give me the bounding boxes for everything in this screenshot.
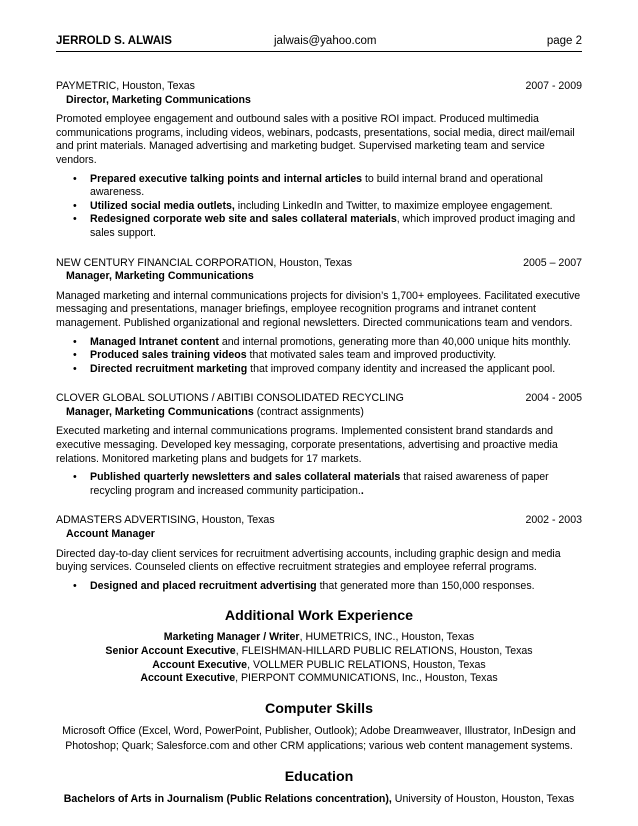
bullet-text: to build internal brand and operational awareness. xyxy=(90,172,543,199)
additional-item xyxy=(56,631,582,645)
job-company: CLOVER GLOBAL SOLUTIONS / ABITIBI CONSOLIDATED RECYCLING xyxy=(56,392,404,405)
additional-role: Account Executive xyxy=(152,658,248,671)
page-header xyxy=(56,35,582,52)
bullet-text: including LinkedIn and Twitter, to maximize employee engagement. xyxy=(234,199,553,212)
job-title-text: Director, Marketing Communications xyxy=(66,93,251,106)
job-heading xyxy=(56,80,582,94)
education-degree: Bachelors of Arts in Journalism (Public Relations concentration), xyxy=(63,792,392,805)
additional-experience-list xyxy=(56,631,582,685)
bullet-icon: • xyxy=(73,362,77,375)
job-bullets xyxy=(56,173,582,241)
section-title-additional: Additional Work Experience xyxy=(224,608,414,625)
bullet-text: and internal promotions, generating more than 40,000 unique hits monthly. xyxy=(218,335,571,348)
job-dates: 2007 - 2009 xyxy=(525,80,582,92)
job-entry xyxy=(56,514,582,593)
job-dates: 2004 - 2005 xyxy=(525,392,582,405)
job-description: Directed day-to-day client services for recruitment advertising accounts, including graphic design and media buying services. Counseled clients on effective recruitment strategies and employee referral programs. xyxy=(56,547,561,574)
bullet-item xyxy=(56,173,582,200)
additional-company: , HUMETRICS, INC., Houston, Texas xyxy=(299,631,475,644)
bullet-icon: • xyxy=(73,172,77,185)
job-heading xyxy=(56,392,582,406)
bullet-item xyxy=(56,213,582,240)
bullet-bold: Published quarterly newsletters and sales collateral materials xyxy=(90,471,401,484)
job-title-text: Manager, Marketing Communications xyxy=(66,405,254,418)
bullet-icon: • xyxy=(73,471,77,484)
section-title-education: Education xyxy=(284,768,354,785)
additional-role: Account Executive xyxy=(140,672,236,685)
bullet-bold: Utilized social media outlets, xyxy=(90,199,235,212)
bullet-bold: Directed recruitment marketing xyxy=(90,362,248,375)
job-bullets xyxy=(56,336,582,377)
additional-company: , PIERPONT COMMUNICATIONS, Inc., Houston, Texas xyxy=(235,672,498,685)
job-company: ADMASTERS ADVERTISING, Houston, Texas xyxy=(56,514,275,527)
job-bullets xyxy=(56,471,582,498)
job-heading xyxy=(56,514,582,528)
additional-item xyxy=(56,659,582,673)
job-title xyxy=(56,94,582,108)
bullet-item xyxy=(56,336,582,350)
job-entry xyxy=(56,392,582,498)
education-school: University of Houston, Houston, Texas xyxy=(391,792,575,805)
additional-company: , VOLLMER PUBLIC RELATIONS, Houston, Texas xyxy=(247,658,486,671)
bullet-bold: Designed and placed recruitment advertising xyxy=(90,579,317,592)
bullet-text: that motivated sales team and improved productivity. xyxy=(246,349,497,362)
skills-text: Microsoft Office (Excel, Word, PowerPoint, Publisher, Outlook); Adobe Dreamweaver, Illustrator, InDesign and Photoshop; Quark; Salesforce.com and other CRM applications; various web content management systems. xyxy=(62,724,576,752)
section-title-skills: Computer Skills xyxy=(264,700,373,717)
job-title xyxy=(56,406,582,420)
bullet-bold: Produced sales training videos xyxy=(90,349,247,362)
job-description: Promoted employee engagement and outbound sales with a positive ROI impact. Produced multimedia communications programs, including videos, webinars, podcasts, presentations, social media, direct mail/email and print materials. Managed advertising and marketing budget. Supervised marketing team and service vendors. xyxy=(56,113,575,166)
bullet-icon: • xyxy=(73,349,77,362)
additional-role: Senior Account Executive xyxy=(105,645,236,657)
bullet-icon: • xyxy=(73,579,77,592)
additional-company: , FLEISHMAN-HILLARD PUBLIC RELATIONS, Houston, Texas xyxy=(235,645,533,657)
bullet-bold: Prepared executive talking points and internal articles xyxy=(90,172,362,185)
bullet-item: • Published quarterly newsletters and sales collateral materials that raised awareness of paper recycling program and increased community participation.. xyxy=(73,471,549,497)
education-entry xyxy=(56,792,582,806)
job-heading xyxy=(56,257,582,271)
bullet-text: that generated more than 150,000 responses. xyxy=(316,579,535,592)
bullet-icon: • xyxy=(73,213,77,226)
bullet-text: , which improved product imaging and sales support. xyxy=(90,213,576,239)
bullet-bold: Managed Intranet content xyxy=(90,335,219,348)
header-page-number: page 2 xyxy=(546,35,582,47)
job-dates: 2005 – 2007 xyxy=(523,256,582,269)
job-title xyxy=(56,528,582,542)
bullet-item xyxy=(56,200,582,214)
additional-role: Marketing Manager / Writer xyxy=(163,631,300,644)
additional-item xyxy=(56,672,582,686)
job-company: PAYMETRIC, Houston, Texas xyxy=(56,80,195,92)
bullet-icon: • xyxy=(73,335,77,348)
job-title-text: Manager, Marketing Communications xyxy=(66,270,254,283)
header-name: JERROLD S. ALWAIS xyxy=(56,35,172,47)
job-description: Executed marketing and internal communications programs. Implemented consistent brand standards and executive messaging. Developed key messaging, corporate presentations, advertising and proactive media relations. Monitored marketing plans and budgets for 17 markets. xyxy=(56,425,558,465)
job-bullets xyxy=(56,580,582,594)
bullet-item xyxy=(56,580,582,594)
bullet-text: that improved company identity and increased the applicant pool. xyxy=(247,362,556,375)
job-company: NEW CENTURY FINANCIAL CORPORATION, Houston, Texas xyxy=(56,256,353,269)
bullet-text: that raised awareness of paper recycling program and increased community participation. xyxy=(90,471,549,497)
bullet-item xyxy=(56,363,582,377)
job-description: Managed marketing and internal communications projects for division’s 1,700+ employees. Facilitated executive messaging and presentations, manager briefings, employee recognition programs and intranet content management. Published organizational and regional newsletters. Directed communications team and vendors. xyxy=(56,289,581,329)
resume-content xyxy=(56,80,582,806)
job-title-note: (contract assignments) xyxy=(253,405,364,418)
job-entry xyxy=(56,257,582,377)
job-title-text: Account Manager xyxy=(66,528,155,541)
job-entry xyxy=(56,80,582,241)
bullet-icon: • xyxy=(73,199,77,212)
job-dates: 2002 - 2003 xyxy=(525,514,582,527)
bullet-item xyxy=(56,349,582,363)
header-email[interactable]: jalwais@yahoo.com xyxy=(274,35,377,47)
job-title xyxy=(56,270,582,284)
additional-item xyxy=(56,645,582,659)
bullet-bold: Redesigned corporate web site and sales collateral materials xyxy=(90,213,397,226)
